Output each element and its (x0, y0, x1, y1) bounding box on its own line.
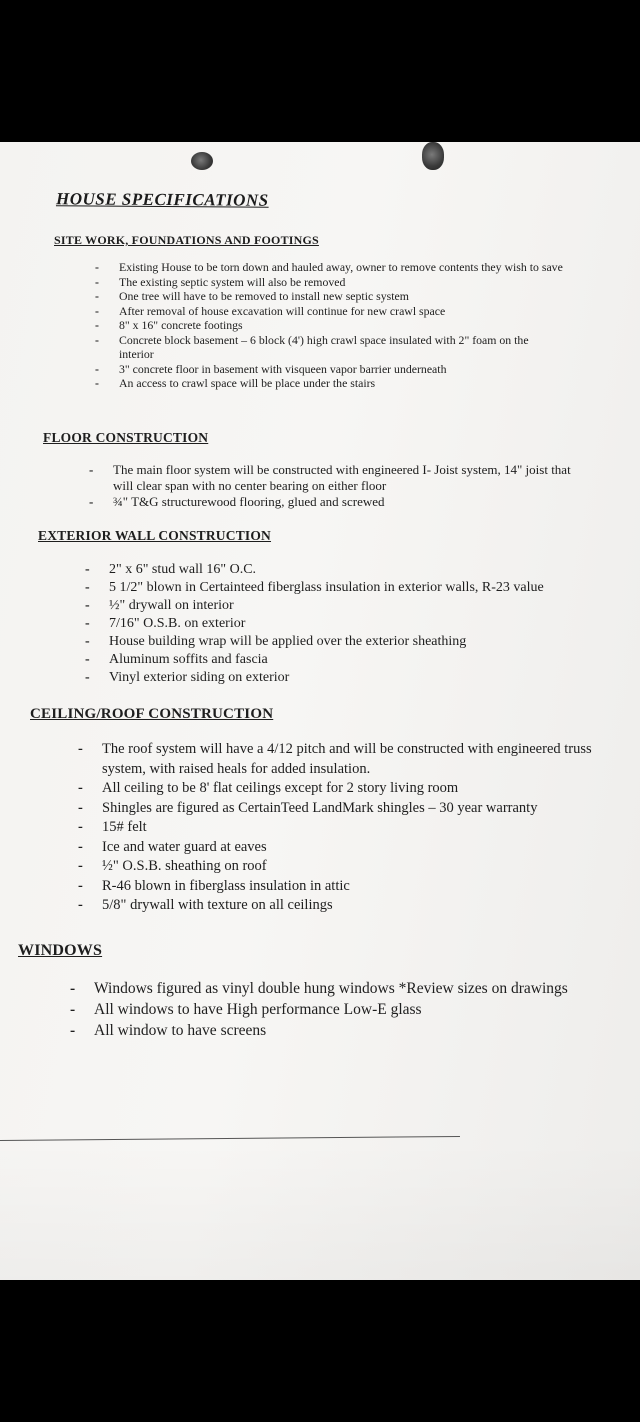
list-item: - Shingles are figured as CertainTeed LandMark shingles – 30 year warranty (78, 799, 618, 819)
list-item: - The main floor system will be constructed with engineered I- Joist system, 14" joist that will clear span with no center bearing on either floor (89, 462, 589, 494)
section-heading-exterior-wall: EXTERIOR WALL CONSTRUCTION (38, 528, 272, 543)
section-heading-site-work: SITE WORK, FOUNDATIONS AND FOOTINGS (54, 233, 319, 247)
site-work-list (95, 260, 565, 391)
list-item: - 5 1/2" blown in Certainteed fiberglass insulation in exterior walls, R-23 value (85, 579, 615, 597)
page-title: HOUSE SPECIFICATIONS (55, 189, 269, 210)
ceiling-roof-list (78, 740, 618, 916)
document-page (0, 142, 640, 1280)
list-item: - After removal of house excavation will continue for new crawl space (95, 304, 565, 319)
list-item: - All ceiling to be 8' flat ceilings except for 2 story living room (78, 779, 618, 799)
floor-list (89, 462, 589, 510)
list-item: - Aluminum soffits and fascia (85, 651, 615, 669)
divider-line (0, 1136, 460, 1141)
list-item: - Windows figured as vinyl double hung windows *Review sizes on drawings (70, 978, 635, 999)
list-item: - The roof system will have a 4/12 pitch and will be constructed with engineered truss system, with raised heals for added insulation. (78, 740, 618, 779)
list-item: - 7/16" O.S.B. on exterior (85, 615, 615, 633)
page-shadow (0, 1142, 640, 1280)
punch-hole (191, 152, 213, 170)
list-item: - An access to crawl space will be place under the stairs (95, 376, 565, 391)
list-item: - R-46 blown in fiberglass insulation in attic (78, 877, 618, 897)
list-item: - Vinyl exterior siding on exterior (85, 669, 615, 687)
section-heading-ceiling-roof: CEILING/ROOF CONSTRUCTION (30, 706, 274, 722)
section-heading-floor: FLOOR CONSTRUCTION (43, 430, 209, 445)
section-heading-windows: WINDOWS (18, 942, 103, 959)
list-item: - House building wrap will be applied over the exterior sheathing (85, 633, 615, 651)
punch-hole (422, 142, 444, 170)
list-item: - All window to have screens (70, 1020, 635, 1041)
list-item: - One tree will have to be removed to install new septic system (95, 289, 565, 304)
list-item: - Concrete block basement – 6 block (4') high crawl space insulated with 2" foam on the interior (95, 333, 565, 362)
list-item: - The existing septic system will also be removed (95, 275, 565, 290)
exterior-wall-list (85, 561, 615, 687)
windows-list (70, 978, 635, 1041)
list-item: - Existing House to be torn down and hauled away, owner to remove contents they wish to save (95, 260, 565, 275)
list-item: - 3" concrete floor in basement with visqueen vapor barrier underneath (95, 362, 565, 377)
list-item: - 5/8" drywall with texture on all ceilings (78, 896, 618, 916)
list-item: - ½" drywall on interior (85, 597, 615, 615)
list-item: - 2" x 6" stud wall 16" O.C. (85, 561, 615, 579)
list-item: - Ice and water guard at eaves (78, 838, 618, 858)
list-item: - All windows to have High performance Low-E glass (70, 999, 635, 1020)
list-item: - ¾" T&G structurewood flooring, glued and screwed (89, 494, 589, 510)
list-item: - 15# felt (78, 818, 618, 838)
list-item: - ½" O.S.B. sheathing on roof (78, 857, 618, 877)
list-item: - 8" x 16" concrete footings (95, 318, 565, 333)
